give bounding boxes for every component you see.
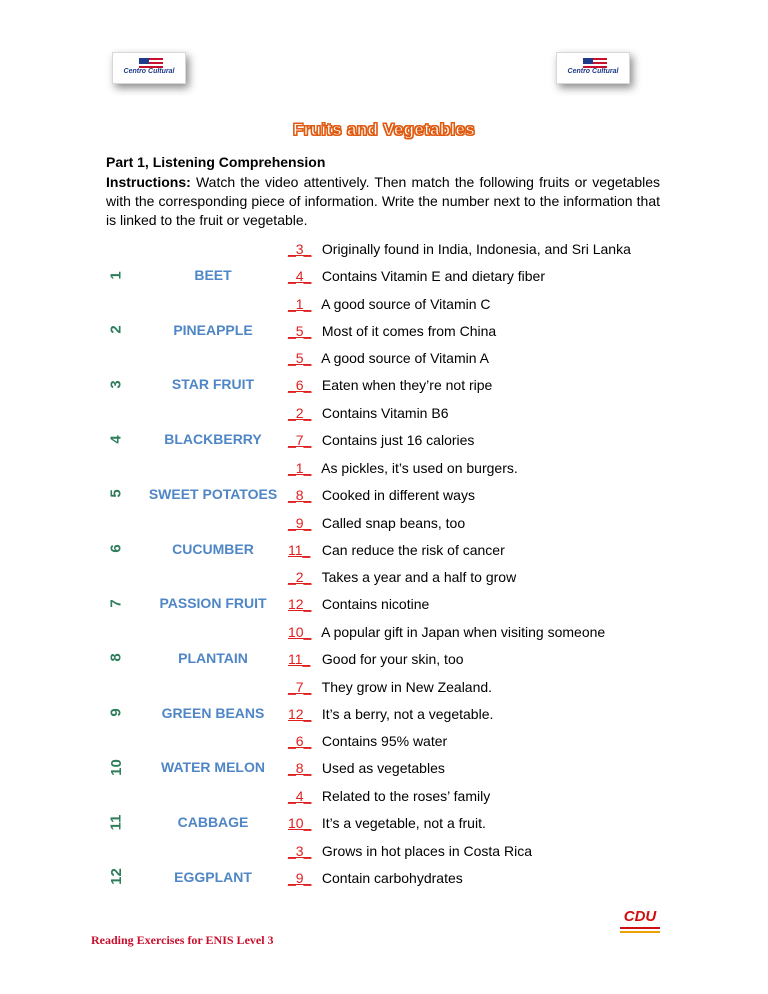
answer-line (288, 268, 545, 284)
table-row (106, 623, 666, 686)
answer-text: Contains just 16 calories (321, 432, 475, 449)
answer-text: Used as vegetables (321, 760, 445, 777)
answer-line (288, 596, 429, 612)
answer-line (288, 487, 475, 503)
answer-number[interactable]: 10_ (288, 815, 312, 831)
answer-text: A good source of Vitamin A (321, 350, 489, 367)
answer-number[interactable]: _7_ (288, 678, 312, 695)
answer-text: Contains Vitamin E and dietary fiber (321, 268, 545, 284)
answer-line (288, 679, 492, 695)
row-number (106, 412, 126, 466)
row-number-text: 1 (107, 270, 125, 280)
answer-number[interactable]: _8_ (288, 486, 312, 503)
table-row (106, 514, 666, 577)
answer-line (288, 788, 490, 804)
answer-text: Related to the roses’ family (321, 788, 491, 804)
row-number (106, 686, 126, 740)
row-number-text: 8 (107, 653, 125, 663)
item-name: CUCUMBER (172, 540, 254, 557)
item-name: PASSION FRUIT (159, 595, 267, 612)
answer-text: It’s a vegetable, not a fruit. (321, 815, 486, 831)
page-title: Fruits and Vegetables (292, 120, 476, 139)
row-number-text: 10 (107, 758, 125, 776)
item-name: WATER MELON (161, 759, 265, 776)
answer-number[interactable]: _2_ (288, 405, 312, 422)
row-number (106, 850, 126, 904)
row-number (106, 357, 126, 411)
answer-text: Contains Vitamin B6 (321, 405, 449, 422)
answer-number[interactable]: 12_ (288, 596, 312, 613)
answer-line (288, 815, 486, 831)
item-name: BLACKBERRY (164, 431, 262, 448)
answer-text: Most of it comes from China (321, 322, 497, 339)
answer-number[interactable]: _1_ (288, 459, 312, 476)
answer-line (288, 405, 448, 421)
item-name: CABBAGE (177, 814, 249, 830)
answer-number[interactable]: _3_ (288, 842, 312, 859)
answer-line (288, 760, 445, 776)
table-row (106, 295, 666, 358)
answer-line (288, 241, 631, 257)
table-row (106, 405, 666, 467)
answer-line (288, 432, 474, 448)
answer-number[interactable]: 11_ (288, 541, 311, 558)
item-name: SWEET POTATOES (148, 485, 278, 502)
table-row (106, 569, 666, 631)
answer-text: Contain carbohydrates (321, 869, 463, 886)
answer-line (288, 377, 492, 393)
item-name: BEET (194, 267, 232, 283)
answer-text: Called snap beans, too (321, 514, 466, 531)
logo-text: Centro Cultural (567, 68, 619, 75)
answer-line (288, 569, 516, 585)
flag-icon (139, 58, 163, 68)
answer-number[interactable]: _3_ (288, 241, 312, 257)
answer-line (288, 733, 447, 749)
answer-line (288, 651, 464, 667)
centro-cultural-logo-right (556, 52, 630, 84)
answer-text: Good for your skin, too (321, 650, 464, 667)
instructions-label: Instructions: (106, 174, 191, 190)
item-name: PLANTAIN (178, 649, 248, 666)
item-name: EGGPLANT (174, 868, 252, 885)
answer-line (288, 296, 491, 312)
answer-number[interactable]: _6_ (288, 377, 312, 394)
answer-text: A good source of Vitamin C (321, 295, 491, 312)
answer-number[interactable]: _9_ (288, 869, 312, 886)
answer-line (288, 624, 605, 640)
row-number-text: 2 (107, 325, 125, 334)
answer-number[interactable]: _9_ (288, 514, 312, 531)
row-number-text: 5 (107, 489, 125, 498)
answer-line (288, 460, 518, 476)
item-name: GREEN BEANS (161, 704, 265, 721)
row-number-text: 6 (107, 544, 125, 553)
answer-number[interactable]: _4_ (288, 788, 312, 804)
row-number (106, 631, 126, 685)
answer-text: Can reduce the risk of cancer (321, 541, 505, 558)
answer-line (288, 542, 505, 558)
table-row (106, 459, 666, 522)
cdu-logo-text: CDU (623, 908, 657, 925)
answer-line (288, 843, 532, 859)
row-number (106, 576, 126, 630)
cdu-logo (620, 908, 660, 934)
answer-line (288, 323, 496, 339)
table-row (106, 678, 666, 741)
answer-number[interactable]: 12_ (288, 705, 312, 722)
footer-text: Reading Exercises for ENIS Level 3 (91, 933, 274, 947)
answer-number[interactable]: _4_ (288, 268, 312, 284)
answer-number[interactable]: _8_ (288, 760, 312, 777)
part-heading: Part 1, Listening Comprehension (106, 154, 326, 170)
answer-line (288, 870, 463, 886)
answer-text: Originally found in India, Indonesia, and Sri Lanka (321, 241, 631, 257)
answer-number[interactable]: 11_ (288, 650, 311, 667)
row-number (106, 467, 126, 521)
answer-line (288, 515, 465, 531)
answer-text: Grows in hot places in Costa Rica (321, 842, 532, 859)
answer-number[interactable]: _7_ (288, 432, 312, 449)
table-row (106, 842, 666, 905)
table-row (106, 350, 666, 412)
answer-number[interactable]: _1_ (288, 295, 312, 312)
item-name: STAR FRUIT (171, 376, 255, 393)
logo-text: Centro Cultural (123, 68, 175, 75)
row-number (106, 303, 126, 357)
table-row (106, 733, 666, 795)
row-number-text: 11 (107, 814, 125, 830)
answer-text: They grow in New Zealand. (321, 678, 493, 695)
centro-cultural-logo-left (112, 52, 186, 84)
instructions (106, 173, 660, 230)
answer-text: It’s a berry, not a vegetable. (321, 705, 494, 722)
row-number-text: 7 (107, 599, 125, 608)
row-number-text: 12 (107, 868, 125, 886)
item-name: PINEAPPLE (173, 321, 253, 338)
answer-line (288, 706, 493, 722)
row-number-text: 4 (107, 434, 125, 444)
answer-text: Eaten when they’re not ripe (321, 377, 493, 394)
cdu-yellow-bar (620, 931, 660, 933)
answer-text: As pickles, it’s used on burgers. (321, 459, 518, 476)
table-row (106, 241, 666, 303)
row-number (106, 740, 126, 794)
row-number (106, 522, 126, 576)
answer-number[interactable]: _6_ (288, 733, 312, 750)
answer-text: Contains 95% water (321, 733, 448, 750)
answer-text: A popular gift in Japan when visiting someone (321, 623, 606, 640)
answer-line (288, 350, 489, 366)
answer-number[interactable]: 10_ (288, 623, 312, 640)
answer-text: Takes a year and a half to grow (321, 569, 517, 586)
row-number (106, 795, 126, 849)
row-number-text: 3 (107, 380, 125, 389)
row-number (106, 248, 126, 302)
answer-number[interactable]: _2_ (288, 569, 312, 586)
answer-number[interactable]: _5_ (288, 350, 312, 367)
table-row (106, 788, 666, 850)
answer-number[interactable]: _5_ (288, 322, 312, 339)
flag-icon (583, 58, 607, 68)
instructions-text: Watch the video attentively. Then match the following fruits or vegetables with the corresponding piece of information. Write the number next to the information that is linked to the fruit or vegetable. (106, 174, 660, 228)
answer-text: Contains nicotine (321, 596, 430, 613)
answer-text: Cooked in different ways (321, 486, 475, 503)
cdu-red-bar (620, 927, 660, 929)
row-number-text: 9 (107, 708, 125, 717)
